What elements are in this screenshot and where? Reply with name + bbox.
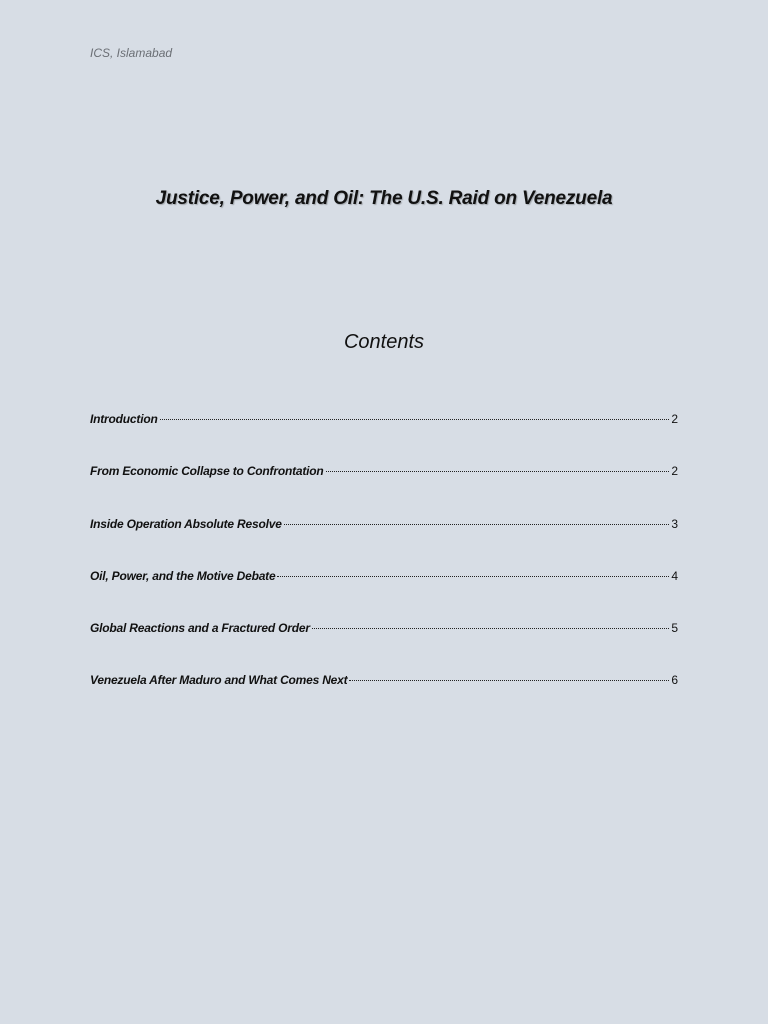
toc-entry-motive-debate[interactable] [90, 569, 678, 621]
toc-entry-economic-collapse[interactable] [90, 464, 678, 516]
toc-entry-label: Global Reactions and a Fractured Order [90, 621, 310, 636]
toc-entry-page: 3 [671, 516, 678, 531]
toc-entry-after-maduro[interactable] [90, 673, 678, 725]
toc-entry-label: Introduction [90, 412, 158, 426]
toc-entry-label: Oil, Power, and the Motive Debate [90, 568, 276, 583]
toc-entry-page: 6 [671, 673, 678, 688]
toc-entry-page: 2 [671, 464, 678, 479]
toc-dot-leader [326, 471, 670, 472]
toc-dot-leader [312, 628, 670, 629]
toc-dot-leader [349, 680, 669, 681]
toc-dot-leader [160, 419, 670, 420]
toc-heading: Contents [343, 331, 425, 353]
toc-entry-global-reactions[interactable] [90, 621, 678, 673]
toc-entry-introduction[interactable] [90, 412, 678, 464]
header-note: ICS, Islamabad [90, 46, 173, 60]
document-title: Justice, Power, and Oil: The U.S. Raid on Venezuela [155, 188, 613, 209]
toc-entry-label: Inside Operation Absolute Resolve [90, 516, 282, 531]
toc-entry-page: 5 [671, 621, 678, 636]
toc-entry-label: Venezuela After Maduro and What Comes Next [90, 673, 348, 688]
toc-dot-leader [277, 576, 669, 577]
toc-entry-operation-absolute-resolve[interactable] [90, 517, 678, 569]
table-of-contents [90, 412, 678, 726]
toc-entry-page: 4 [671, 568, 678, 583]
toc-dot-leader [284, 524, 670, 525]
toc-entry-page: 2 [671, 412, 678, 426]
toc-entry-label: From Economic Collapse to Confrontation [90, 464, 324, 479]
